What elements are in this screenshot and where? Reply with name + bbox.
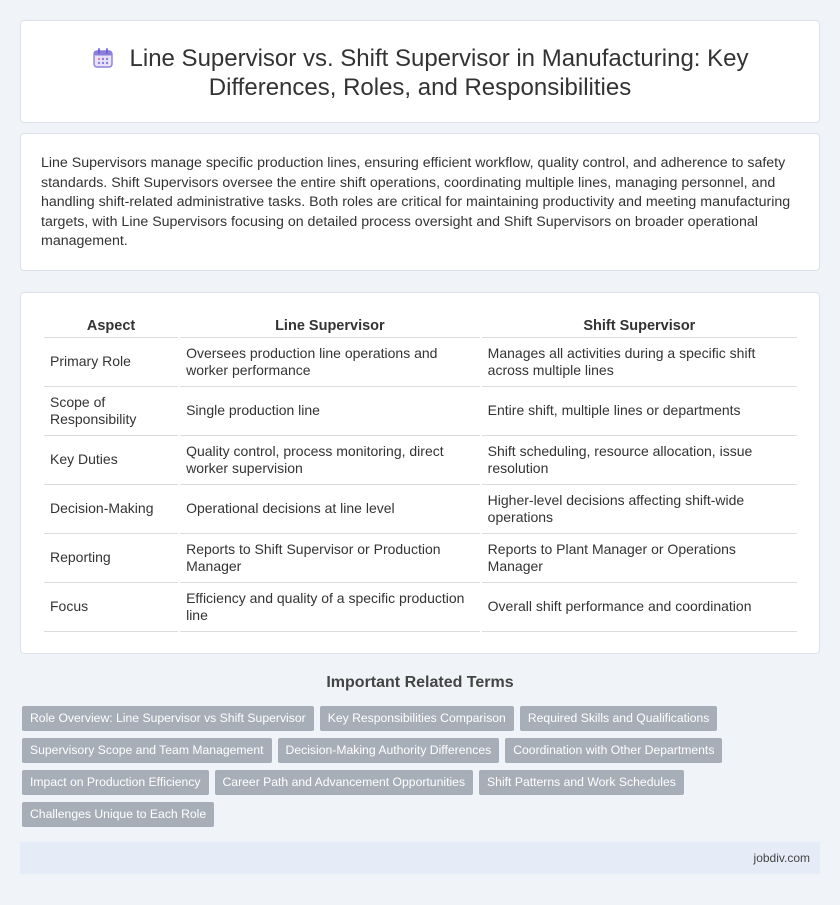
cell-line-supervisor: Efficiency and quality of a specific production line <box>180 583 480 632</box>
cell-line-supervisor: Reports to Shift Supervisor or Production Manager <box>180 534 480 583</box>
table-row <box>44 485 797 534</box>
table-row <box>44 387 797 436</box>
related-term-tag[interactable]: Shift Patterns and Work Schedules <box>479 770 684 795</box>
comparison-card <box>20 292 820 654</box>
related-term-tag[interactable]: Role Overview: Line Supervisor vs Shift Supervisor <box>22 706 314 731</box>
footer-brand[interactable]: jobdiv.com <box>753 851 810 865</box>
cell-aspect: Decision-Making <box>44 485 178 534</box>
column-header-aspect: Aspect <box>44 315 178 338</box>
cell-shift-supervisor: Manages all activities during a specific shift across multiple lines <box>482 338 797 387</box>
header-card <box>20 20 820 123</box>
comparison-table <box>42 315 799 632</box>
summary-text: Line Supervisors manage specific production lines, ensuring efficient workflow, quality control, and adherence to safety standards. Shift Supervisors oversee the entire shift operations, coordinating multiple lines, managing personnel, and handling shift-related administrative tasks. Both roles are critical for maintaining productivity and meeting manufacturing targets, with Line Supervisors focusing on detailed process oversight and Shift Supervisors on broader operational management. <box>41 155 791 250</box>
table-row <box>44 583 797 632</box>
related-term-tag[interactable]: Challenges Unique to Each Role <box>22 802 214 827</box>
column-header-shift-supervisor: Shift Supervisor <box>482 315 797 338</box>
title-wrap <box>61 44 779 102</box>
table-row <box>44 436 797 485</box>
related-terms-list <box>22 706 742 834</box>
cell-shift-supervisor: Reports to Plant Manager or Operations Manager <box>482 534 797 583</box>
related-term-tag[interactable]: Decision-Making Authority Differences <box>278 738 500 763</box>
page-title: Line Supervisor vs. Shift Supervisor in Manufacturing: Key Differences, Roles, and Responsibilities <box>129 45 749 101</box>
cell-shift-supervisor: Shift scheduling, resource allocation, issue resolution <box>482 436 797 485</box>
cell-aspect: Focus <box>44 583 178 632</box>
cell-line-supervisor: Oversees production line operations and worker performance <box>180 338 480 387</box>
table-header-row <box>44 315 797 338</box>
related-term-tag[interactable]: Coordination with Other Departments <box>505 738 722 763</box>
cell-aspect: Primary Role <box>44 338 178 387</box>
footer <box>20 842 820 874</box>
column-header-line-supervisor: Line Supervisor <box>180 315 480 338</box>
related-terms-title: Important Related Terms <box>326 674 514 691</box>
related-term-tag[interactable]: Career Path and Advancement Opportunities <box>215 770 474 795</box>
related-term-tag[interactable]: Required Skills and Qualifications <box>520 706 718 731</box>
cell-aspect: Scope of Responsibility <box>44 387 178 436</box>
cell-shift-supervisor: Higher-level decisions affecting shift-wide operations <box>482 485 797 534</box>
cell-line-supervisor: Single production line <box>180 387 480 436</box>
table-row <box>44 534 797 583</box>
related-term-tag[interactable]: Key Responsibilities Comparison <box>320 706 514 731</box>
cell-line-supervisor: Operational decisions at line level <box>180 485 480 534</box>
cell-shift-supervisor: Overall shift performance and coordination <box>482 583 797 632</box>
cell-aspect: Reporting <box>44 534 178 583</box>
related-term-tag[interactable]: Supervisory Scope and Team Management <box>22 738 272 763</box>
calendar-icon <box>92 47 114 69</box>
cell-line-supervisor: Quality control, process monitoring, direct worker supervision <box>180 436 480 485</box>
table-row <box>44 338 797 387</box>
cell-shift-supervisor: Entire shift, multiple lines or departments <box>482 387 797 436</box>
cell-aspect: Key Duties <box>44 436 178 485</box>
related-term-tag[interactable]: Impact on Production Efficiency <box>22 770 209 795</box>
summary-card <box>20 133 820 271</box>
